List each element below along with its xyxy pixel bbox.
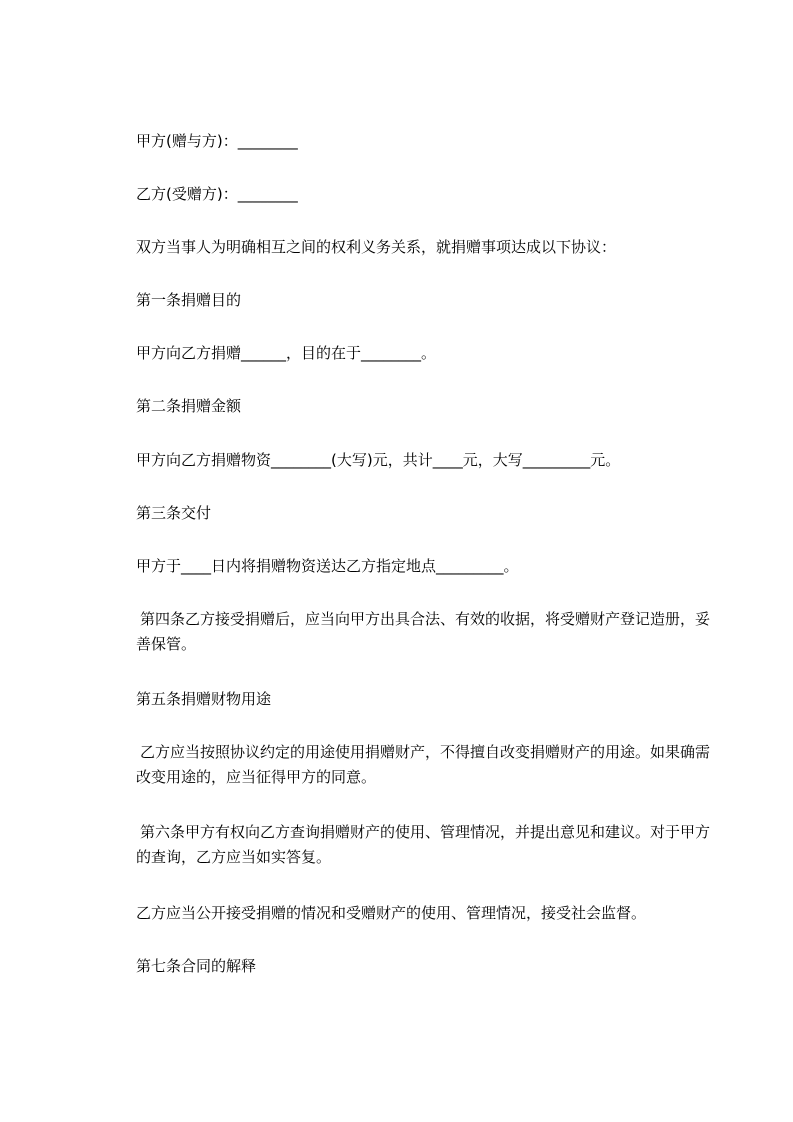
article-3-heading: 第三条交付 [136, 504, 212, 522]
article-2-body: 甲方向乙方捐赠物资________(大写)元，共计____元，大写_________元。 [136, 451, 621, 469]
article-2-heading: 第二条捐赠金额 [136, 397, 242, 415]
article-5-heading: 第五条捐赠财物用途 [136, 690, 272, 708]
article-7-heading: 第七条合同的解释 [136, 957, 257, 975]
article-3-body: 甲方于____日内将捐赠物资送达乙方指定地点_________。 [136, 557, 519, 575]
article-1-body: 甲方向乙方捐赠______，目的在于________。 [136, 344, 437, 362]
party-a-line: 甲方(赠与方)：________ [136, 132, 298, 150]
party-b-line: 乙方(受赠方)：________ [136, 185, 298, 203]
article-1-heading: 第一条捐赠目的 [136, 291, 242, 309]
article-4-body: 第四条乙方接受捐赠后，应当向甲方出具合法、有效的收据，将受赠财产登记造册，妥善保管。 [136, 610, 711, 653]
article-6-body: 第六条甲方有权向乙方查询捐赠财产的使用、管理情况，并提出意见和建议。对于甲方的查询，乙方应当如实答复。 [136, 823, 711, 866]
article-5-body: 乙方应当按照协议约定的用途使用捐赠财产，不得擅自改变捐赠财产的用途。如果确需改变用途的，应当征得甲方的同意。 [136, 743, 711, 786]
agreement-intro: 双方当事人为明确相互之间的权利义务关系，就捐赠事项达成以下协议： [136, 238, 617, 256]
article-6-supplement: 乙方应当公开接受捐赠的情况和受赠财产的使用、管理情况，接受社会监督。 [136, 904, 647, 922]
